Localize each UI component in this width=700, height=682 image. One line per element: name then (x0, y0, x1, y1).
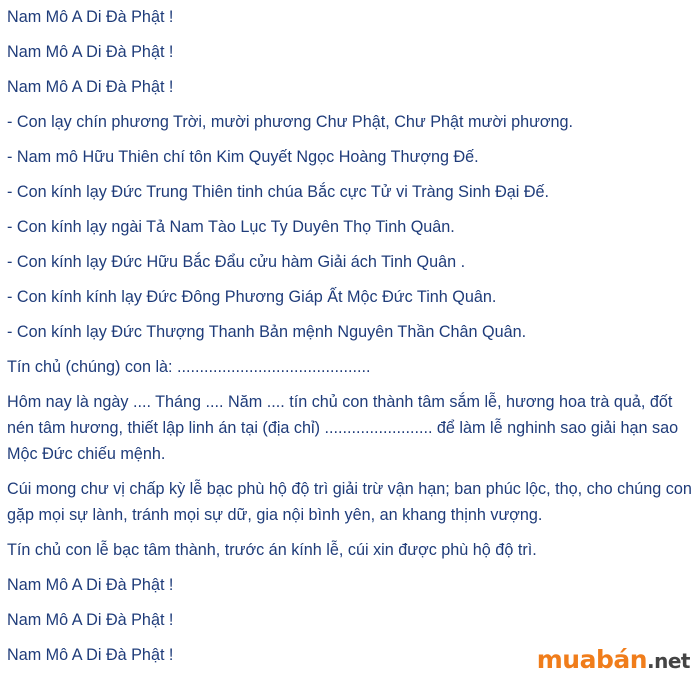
paragraph: - Con kính lạy Đức Trung Thiên tinh chúa Bắc cực Tử vi Tràng Sinh Đại Đế. (7, 183, 550, 201)
paragraph: Tín chủ (chúng) con là: ........................................... (7, 358, 371, 376)
muaban-watermark-logo (537, 645, 690, 676)
paragraph: Nam Mô A Di Đà Phật ! (7, 646, 174, 664)
paragraph: - Con kính lạy Đức Thượng Thanh Bản mệnh Nguyên Thần Chân Quân. (7, 323, 527, 341)
paragraph: - Con kính kính lạy Đức Đông Phương Giáp Ất Mộc Đức Tinh Quân. (7, 288, 497, 306)
prayer-text (7, 4, 697, 677)
paragraph: Cúi mong chư vị chấp kỳ lễ bạc phù hộ độ trì giải trừ vận hạn; ban phúc lộc, thọ, cho chúng con gặp mọi sự lành, tránh mọi sự dữ, gia nội bình yên, an khang thịnh vượng. (7, 480, 692, 524)
logo-brand: muabán (536, 645, 648, 674)
paragraph: - Con kính lạy ngài Tả Nam Tào Lục Ty Duyên Thọ Tinh Quân. (7, 218, 455, 236)
paragraph: Tín chủ con lễ bạc tâm thành, trước án kính lễ, cúi xin được phù hộ độ trì. (7, 541, 537, 559)
paragraph: - Con kính lạy Đức Hữu Bắc Đẩu cửu hàm Giải ách Tinh Quân . (7, 253, 466, 271)
paragraph: Hôm nay là ngày .... Tháng .... Năm .... tín chủ con thành tâm sắm lễ, hương hoa trà quả, đốt nén tâm hương, thiết lập linh án tại (địa chỉ) ........................ để làm lễ nghinh sao giải hạn sao Mộc Đức chiếu mệnh. (7, 393, 679, 463)
logo-tld: .net (647, 649, 690, 673)
paragraph: - Nam mô Hữu Thiên chí tôn Kim Quyết Ngọc Hoàng Thượng Đế. (7, 148, 479, 166)
paragraph: - Con lạy chín phương Trời, mười phương Chư Phật, Chư Phật mười phương. (7, 113, 574, 131)
paragraph: Nam Mô A Di Đà Phật ! (7, 576, 174, 594)
paragraph: Nam Mô A Di Đà Phật ! (7, 611, 174, 629)
paragraph: Nam Mô A Di Đà Phật ! (7, 78, 174, 96)
paragraph: Nam Mô A Di Đà Phật ! (7, 8, 174, 26)
paragraph: Nam Mô A Di Đà Phật ! (7, 43, 174, 61)
